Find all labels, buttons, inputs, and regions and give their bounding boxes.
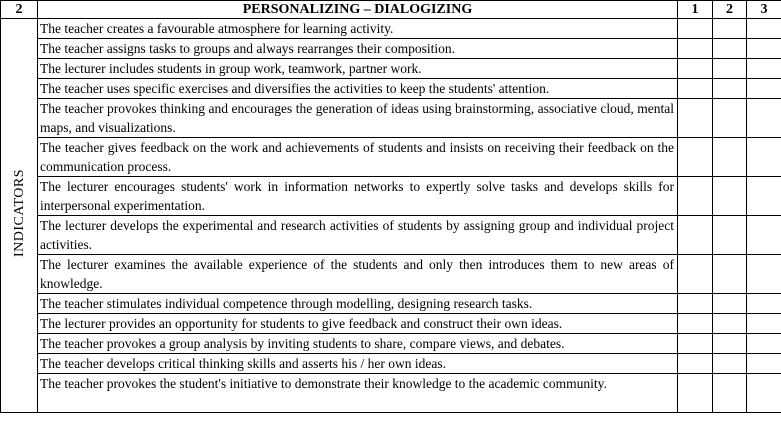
indicator-text: The teacher provokes a group analysis by inviting students to share, compare views, and debates. <box>38 334 678 354</box>
rating-cell-1[interactable] <box>678 79 713 99</box>
rating-cell-3[interactable] <box>747 216 781 255</box>
indicator-row <box>1 216 781 255</box>
indicator-text: The teacher stimulates individual competence through modelling, designing research tasks. <box>38 294 678 314</box>
rating-cell-2[interactable] <box>713 354 747 374</box>
rating-cell-3[interactable] <box>747 255 781 294</box>
indicator-row <box>1 255 781 294</box>
rating-cell-1[interactable] <box>678 138 713 177</box>
rating-cell-3[interactable] <box>747 39 781 59</box>
rating-cell-3[interactable] <box>747 138 781 177</box>
indicator-row <box>1 334 781 354</box>
indicator-row <box>1 99 781 138</box>
rating-cell-2[interactable] <box>713 138 747 177</box>
rating-cell-3[interactable] <box>747 99 781 138</box>
rating-cell-1[interactable] <box>678 99 713 138</box>
rating-cell-3[interactable] <box>747 354 781 374</box>
rating-cell-1[interactable] <box>678 216 713 255</box>
rating-cell-1[interactable] <box>678 294 713 314</box>
rating-cell-2[interactable] <box>713 294 747 314</box>
header-row <box>1 1 781 19</box>
scale-2: 2 <box>713 1 747 19</box>
rating-cell-1[interactable] <box>678 19 713 39</box>
rating-cell-3[interactable] <box>747 314 781 334</box>
rating-cell-3[interactable] <box>747 334 781 354</box>
rating-cell-3[interactable] <box>747 59 781 79</box>
rating-cell-2[interactable] <box>713 334 747 354</box>
indicator-text: The teacher provokes the student's initiative to demonstrate their knowledge to the academic community. <box>38 374 678 413</box>
rating-cell-2[interactable] <box>713 374 747 413</box>
scale-3: 3 <box>747 1 781 19</box>
rating-cell-2[interactable] <box>713 177 747 216</box>
rating-cell-2[interactable] <box>713 314 747 334</box>
rating-cell-1[interactable] <box>678 59 713 79</box>
rating-cell-2[interactable] <box>713 255 747 294</box>
scale-1: 1 <box>678 1 713 19</box>
rating-cell-1[interactable] <box>678 255 713 294</box>
indicator-row <box>1 354 781 374</box>
rating-cell-2[interactable] <box>713 216 747 255</box>
rating-cell-3[interactable] <box>747 79 781 99</box>
section-number: 2 <box>1 1 38 19</box>
indicator-text: The lecturer develops the experimental and research activities of students by assigning group and individual project activities. <box>38 216 678 255</box>
rating-cell-1[interactable] <box>678 39 713 59</box>
rating-cell-2[interactable] <box>713 59 747 79</box>
rating-cell-1[interactable] <box>678 334 713 354</box>
indicator-row <box>1 79 781 99</box>
indicator-row <box>1 314 781 334</box>
indicator-row <box>1 138 781 177</box>
indicator-text: The teacher gives feedback on the work and achievements of students and insists on receiving their feedback on the communication process. <box>38 138 678 177</box>
rating-cell-2[interactable] <box>713 19 747 39</box>
indicators-label-text: INDICATORS <box>11 169 27 257</box>
rating-cell-1[interactable] <box>678 354 713 374</box>
indicator-text: The teacher uses specific exercises and diversifies the activities to keep the students' attention. <box>38 79 678 99</box>
indicator-text: The teacher creates a favourable atmosphere for learning activity. <box>38 19 678 39</box>
rating-cell-2[interactable] <box>713 79 747 99</box>
rating-cell-1[interactable] <box>678 177 713 216</box>
indicator-row <box>1 39 781 59</box>
indicator-text: The teacher provokes thinking and encourages the generation of ideas using brainstorming, associative cloud, mental maps, and visualizations. <box>38 99 678 138</box>
indicator-text: The lecturer encourages students' work in information networks to expertly solve tasks and develops skills for interpersonal experimentation. <box>38 177 678 216</box>
rating-cell-2[interactable] <box>713 39 747 59</box>
rating-cell-1[interactable] <box>678 314 713 334</box>
rating-cell-3[interactable] <box>747 294 781 314</box>
section-title: PERSONALIZING – DIALOGIZING <box>38 1 678 19</box>
indicator-text: The lecturer provides an opportunity for students to give feedback and construct their own ideas. <box>38 314 678 334</box>
rating-cell-3[interactable] <box>747 177 781 216</box>
indicator-text: The lecturer examines the available experience of the students and only then introduces them to new areas of knowledge. <box>38 255 678 294</box>
rating-cell-2[interactable] <box>713 99 747 138</box>
indicator-row <box>1 294 781 314</box>
indicator-text: The teacher assigns tasks to groups and always rearranges their composition. <box>38 39 678 59</box>
rating-cell-3[interactable] <box>747 374 781 413</box>
indicator-row <box>1 19 781 39</box>
indicator-row <box>1 177 781 216</box>
rating-cell-3[interactable] <box>747 19 781 39</box>
indicator-text: The lecturer includes students in group work, teamwork, partner work. <box>38 59 678 79</box>
indicator-text: The teacher develops critical thinking skills and asserts his / her own ideas. <box>38 354 678 374</box>
rating-cell-1[interactable] <box>678 374 713 413</box>
indicator-row <box>1 374 781 413</box>
indicator-row <box>1 59 781 79</box>
indicators-side-label <box>1 19 38 413</box>
